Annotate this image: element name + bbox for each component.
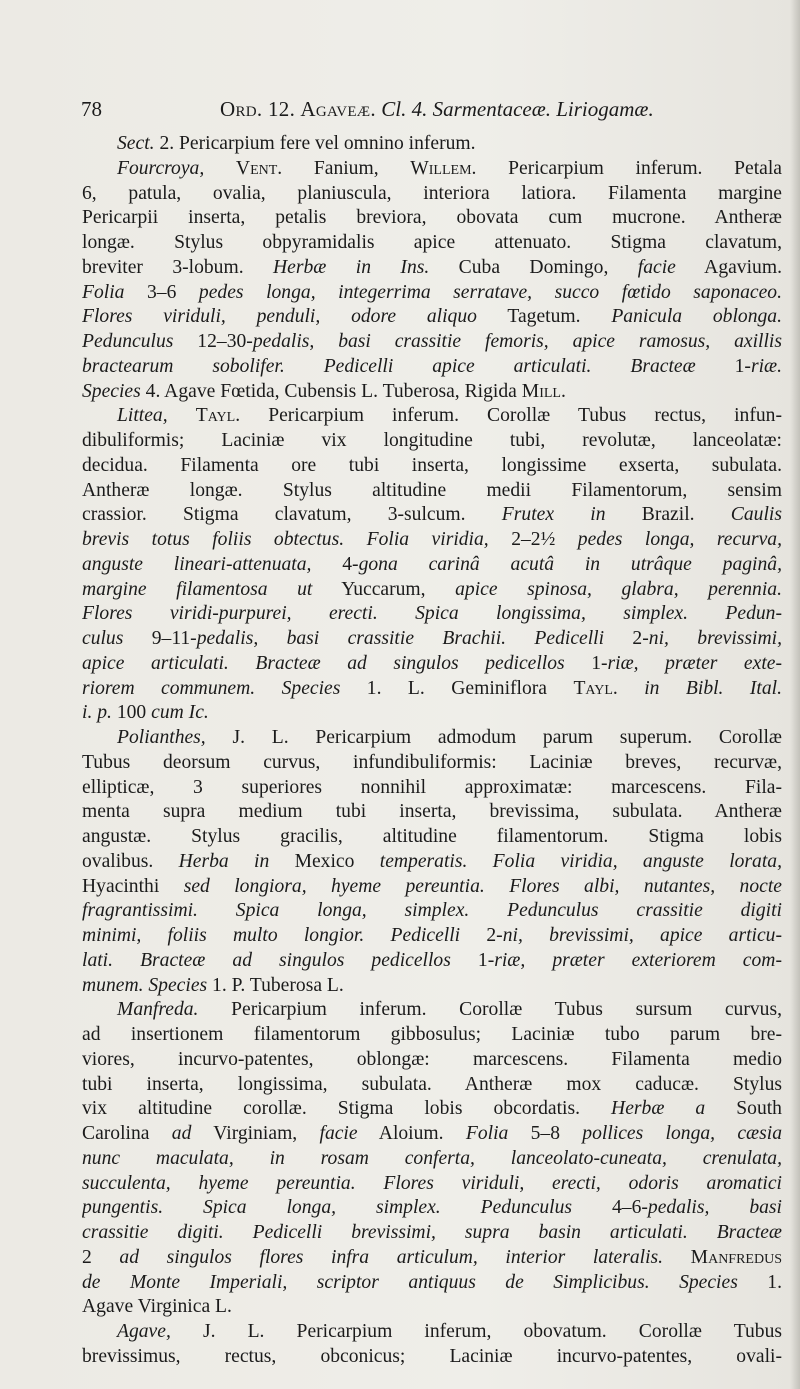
italic-run: Flores viridi-purpurei, erecti. Spica longissima, simplex. Pedun- bbox=[82, 603, 782, 625]
running-head bbox=[81, 94, 781, 124]
italic-run: pollices longa, cæsia bbox=[582, 1123, 782, 1144]
italic-run: ad bbox=[171, 1123, 192, 1144]
italic-run: margine filamentosa ut bbox=[82, 578, 313, 600]
text-run: longæ. Stylus obpyramidalis apice attenuato. Stigma clavatum, bbox=[82, 232, 782, 253]
smallcaps-run: Tayl. bbox=[573, 677, 618, 699]
text-line bbox=[82, 528, 782, 553]
text-run: 1. bbox=[737, 1271, 782, 1293]
italic-run: Herbæ a bbox=[611, 1098, 706, 1120]
text-run: Brazil. bbox=[605, 504, 731, 526]
text-run: brevissimus, rectus, obconicus; Laciniæ incurvo-patentes, ovali- bbox=[82, 1345, 782, 1367]
text-line bbox=[82, 1271, 782, 1296]
italic-run: Species bbox=[82, 380, 141, 402]
text-line bbox=[82, 1246, 782, 1271]
italic-run: Folia bbox=[82, 281, 125, 303]
italic-run: Agave, bbox=[117, 1321, 171, 1342]
text-run: Tagetum. bbox=[476, 306, 612, 328]
italic-run: Herbæ in Ins. bbox=[273, 256, 430, 278]
italic-run: succulenta, hyeme pereuntia. Flores viriduli, erecti, odoris aromatici bbox=[82, 1172, 782, 1194]
text-line bbox=[82, 800, 782, 825]
italic-run: Polianthes, bbox=[117, 727, 206, 748]
italic-run: pedalis, basi crassitie bbox=[196, 628, 415, 649]
text-line bbox=[82, 875, 782, 900]
text-run: angustæ. Stylus gracilis, altitudine filamentorum. Stigma lobis bbox=[82, 826, 782, 847]
text-run: 1. P. Tuberosa L. bbox=[207, 974, 344, 996]
text-run: 4- bbox=[311, 553, 359, 575]
italic-run: Panicula oblonga. bbox=[611, 306, 782, 328]
text-run: Agave Virginica L. bbox=[82, 1296, 232, 1318]
text-line bbox=[82, 281, 782, 306]
text-line bbox=[82, 429, 782, 454]
text-run: 1- bbox=[695, 355, 751, 377]
text-line bbox=[82, 132, 782, 157]
text-line bbox=[82, 998, 782, 1023]
italic-run: pedalis, basi bbox=[647, 1197, 782, 1219]
text-run: ovalibus. bbox=[82, 850, 179, 872]
text-run bbox=[414, 628, 442, 649]
text-run: South bbox=[705, 1098, 782, 1120]
text-run bbox=[663, 1247, 691, 1268]
text-run: crassior. Stigma clavatum, 3-sulcum. bbox=[82, 504, 502, 526]
text-run: 2 bbox=[82, 1246, 120, 1268]
body-text bbox=[82, 132, 782, 1370]
text-run bbox=[168, 405, 196, 426]
text-run: Fanium, bbox=[282, 157, 411, 179]
italic-run: temperatis. Folia viridia, anguste lorata, bbox=[379, 850, 782, 872]
class-name: Sarmentaceæ. bbox=[432, 97, 551, 121]
text-run: vix altitudine corollæ. Stigma lobis obcordatis. bbox=[82, 1098, 612, 1120]
text-run: J. L. Pericarpium inferum, obovatum. Corollæ Tubus bbox=[170, 1321, 782, 1342]
text-line bbox=[82, 355, 782, 380]
italic-run: Flores viriduli, penduli, odore aliquo bbox=[82, 306, 477, 328]
text-line bbox=[82, 1196, 782, 1221]
text-run: Antheræ longæ. Stylus altitudine medii Filamentorum, sensim bbox=[82, 479, 782, 501]
text-line bbox=[82, 1320, 782, 1345]
smallcaps-run: Willem. bbox=[410, 157, 477, 179]
text-line bbox=[82, 627, 782, 652]
text-line bbox=[82, 330, 782, 355]
text-run: menta supra medium tubi inserta, brevissima, subulata. Antheræ bbox=[82, 801, 782, 823]
text-run: Pericarpium inferum. Petala bbox=[476, 157, 782, 179]
italic-run: pungentis. Spica longa, simplex. Pedunculus bbox=[82, 1197, 573, 1219]
italic-run: Brachii. Pedicelli bbox=[442, 628, 605, 649]
italic-run: de Monte Imperiali, scriptor antiquus de Simplicibus. Species bbox=[82, 1271, 738, 1293]
smallcaps-run: Vent. bbox=[235, 157, 283, 179]
smallcaps-run: Mill. bbox=[521, 380, 566, 402]
text-run: Tubus deorsum curvus, infundibuliformis: Laciniæ breves, recurvæ, bbox=[82, 751, 782, 773]
text-run: 1- bbox=[564, 652, 608, 674]
text-run: 6, patula, ovalia, planiuscula, interiora latiora. Filamenta margine bbox=[82, 182, 782, 204]
text-run: viores, incurvo-patentes, oblongæ: marcescens. Filamenta medio bbox=[82, 1048, 782, 1070]
text-line bbox=[82, 479, 782, 504]
italic-run: ad singulos flores infra articulum, interior lateralis. bbox=[119, 1246, 664, 1268]
italic-run: minimi, foliis multo longior. Pedicelli bbox=[82, 925, 461, 946]
italic-run: anguste lineari-attenuata, bbox=[82, 553, 312, 575]
text-line bbox=[82, 677, 782, 702]
text-run: 2. Pericarpium fere vel omnino inferum. bbox=[154, 133, 476, 154]
text-line bbox=[82, 1122, 782, 1147]
text-run: tubi inserta, longissima, subulata. Antheræ mox caducæ. Stylus bbox=[82, 1073, 782, 1095]
text-run: Mexico bbox=[269, 850, 380, 872]
text-line bbox=[82, 157, 782, 182]
text-line bbox=[82, 1097, 782, 1122]
text-run: 3–6 bbox=[124, 281, 199, 303]
text-run: Agavium. bbox=[675, 256, 782, 278]
italic-run: apice articulati. Bracteæ ad singulos pedicellos bbox=[82, 652, 565, 674]
text-line bbox=[82, 1172, 782, 1197]
text-line bbox=[82, 899, 782, 924]
text-line bbox=[82, 1147, 782, 1172]
text-run: breviter 3-lobum. bbox=[82, 256, 274, 278]
text-run: dibuliformis; Laciniæ vix longitudine tubi, revolutæ, lanceolatæ: bbox=[82, 430, 782, 451]
italic-run: Fourcroya, bbox=[117, 157, 205, 179]
text-line bbox=[82, 825, 782, 850]
italic-run: lati. Bracteæ ad singulos pedicellos bbox=[82, 949, 451, 971]
text-line bbox=[82, 850, 782, 875]
text-line bbox=[82, 949, 782, 974]
text-line bbox=[82, 602, 782, 627]
text-line bbox=[82, 454, 782, 479]
order-label: Ord. 12. bbox=[220, 97, 296, 121]
text-line bbox=[82, 553, 782, 578]
text-line bbox=[82, 206, 782, 231]
italic-run: ni, brevissimi, bbox=[648, 628, 782, 649]
italic-run: facie bbox=[319, 1123, 358, 1144]
text-run: 5–8 bbox=[508, 1123, 583, 1144]
text-run: 2–2½ bbox=[488, 529, 578, 550]
text-line bbox=[82, 305, 782, 330]
text-line bbox=[82, 256, 782, 281]
page-edge-shadow bbox=[790, 0, 800, 1389]
text-line bbox=[82, 182, 782, 207]
smallcaps-run: Tayl. bbox=[195, 405, 241, 427]
text-line bbox=[82, 1295, 782, 1320]
italic-run: gona carinâ acutâ in utrâque paginâ, bbox=[358, 553, 782, 575]
italic-run: Pedunculus bbox=[82, 331, 174, 352]
class-number: Cl. 4. bbox=[381, 97, 428, 121]
text-line bbox=[82, 652, 782, 677]
text-run: Aloium. bbox=[357, 1123, 466, 1144]
italic-run: Folia bbox=[465, 1123, 509, 1144]
text-run: 4–6- bbox=[572, 1197, 648, 1219]
text-run: Virginiam, bbox=[191, 1123, 320, 1144]
text-line bbox=[82, 578, 782, 603]
italic-run: crassitie digiti. Pedicelli brevissimi, supra basin articulati. Bracteæ bbox=[82, 1222, 782, 1243]
text-run: 4. Agave Fœtida, Cubensis L. Tuberosa, Rigida bbox=[140, 380, 522, 402]
text-run: Pericarpium inferum. Corollæ Tubus rectus, infun- bbox=[240, 405, 782, 427]
subclass-name: Liriogamæ. bbox=[556, 97, 654, 121]
italic-run: ni, brevissimi, apice articu- bbox=[502, 925, 782, 946]
italic-run: cum Ic. bbox=[151, 702, 209, 724]
italic-run: i. p. bbox=[82, 702, 112, 724]
text-line bbox=[82, 751, 782, 776]
text-line bbox=[82, 1221, 782, 1246]
italic-run: pedes longa, recurva, bbox=[577, 529, 782, 550]
text-run: Yuccarum, bbox=[312, 578, 456, 600]
text-line bbox=[82, 1023, 782, 1048]
italic-run: culus bbox=[82, 628, 124, 649]
italic-run: facie bbox=[637, 256, 676, 278]
text-run bbox=[618, 678, 644, 699]
text-line bbox=[82, 1073, 782, 1098]
page-number: 78 bbox=[81, 97, 102, 121]
text-line bbox=[82, 776, 782, 801]
text-line bbox=[82, 726, 782, 751]
text-run: decidua. Filamenta ore tubi inserta, longissime exserta, subulata. bbox=[82, 454, 782, 476]
text-run bbox=[204, 158, 236, 179]
italic-run: Manfreda. bbox=[117, 999, 199, 1021]
italic-run: nunc maculata, in rosam conferta, lanceolato-cuneata, crenulata, bbox=[82, 1147, 782, 1169]
text-line bbox=[82, 380, 782, 405]
text-line bbox=[82, 503, 782, 528]
italic-run: sed longiora, hyeme pereuntia. Flores albi, nutantes, nocte bbox=[183, 875, 782, 897]
text-run: 1. L. Geminiflora bbox=[340, 677, 574, 699]
text-run: ellipticæ, 3 superiores nonnihil approximatæ: marcescens. Fila- bbox=[82, 776, 782, 798]
italic-run: Herba in bbox=[178, 850, 270, 872]
text-line bbox=[82, 974, 782, 999]
text-run: Pericarpii inserta, petalis breviora, obovata cum mucrone. Antheræ bbox=[82, 207, 782, 229]
text-run: 100 bbox=[111, 702, 152, 724]
text-line bbox=[82, 1345, 782, 1370]
text-run: 1- bbox=[450, 949, 495, 971]
text-run: 2- bbox=[460, 925, 503, 946]
text-line bbox=[82, 1048, 782, 1073]
text-run: 9–11- bbox=[123, 628, 197, 649]
italic-run: pedes longa, integerrima serratave, succo fœtido saponaceo. bbox=[198, 281, 782, 303]
text-run: Hyacinthi bbox=[82, 875, 184, 897]
italic-run: riorem communem. Species bbox=[82, 677, 341, 699]
text-run: ad insertionem filamentorum gibbosulus; Laciniæ tubo parum bre- bbox=[82, 1024, 782, 1045]
italic-run: pedalis, basi crassitie femoris, apice ramosus, axillis bbox=[252, 331, 782, 352]
italic-run: brevis totus foliis obtectus. Folia viridia, bbox=[82, 529, 489, 550]
text-line bbox=[82, 701, 782, 726]
text-line bbox=[82, 404, 782, 429]
italic-run: in Bibl. Ital. bbox=[644, 677, 782, 699]
italic-run: riæ. bbox=[750, 355, 782, 377]
text-line bbox=[82, 924, 782, 949]
italic-run: Littea, bbox=[117, 405, 168, 427]
family-label: Agaveæ. bbox=[300, 97, 376, 121]
text-line bbox=[82, 231, 782, 256]
italic-run: fragrantissimi. Spica longa, simplex. Pedunculus crassitie digiti bbox=[82, 900, 782, 922]
italic-run: Caulis bbox=[730, 504, 782, 526]
running-title bbox=[220, 94, 654, 124]
text-run: Cuba Domingo, bbox=[429, 256, 638, 278]
italic-run: munem. Species bbox=[82, 974, 208, 996]
text-run: J. L. Pericarpium admodum parum superum. Corollæ bbox=[205, 727, 782, 748]
text-run: Pericarpium inferum. Corollæ Tubus sursum curvus, bbox=[198, 999, 782, 1021]
smallcaps-run: Manfredus bbox=[690, 1246, 782, 1268]
italic-run: riæ, præter exteriorem com- bbox=[494, 949, 782, 971]
text-run: Carolina bbox=[82, 1123, 172, 1144]
italic-run: bractearum sobolifer. Pedicelli apice articulati. Bracteæ bbox=[82, 355, 696, 377]
text-run: 2- bbox=[604, 628, 649, 649]
italic-run: apice spinosa, glabra, perennia. bbox=[455, 578, 782, 600]
italic-run: riæ, præter exte- bbox=[607, 652, 782, 674]
italic-run: Sect. bbox=[117, 133, 155, 154]
italic-run: Frutex in bbox=[501, 504, 606, 526]
text-run: 12–30- bbox=[173, 331, 253, 352]
